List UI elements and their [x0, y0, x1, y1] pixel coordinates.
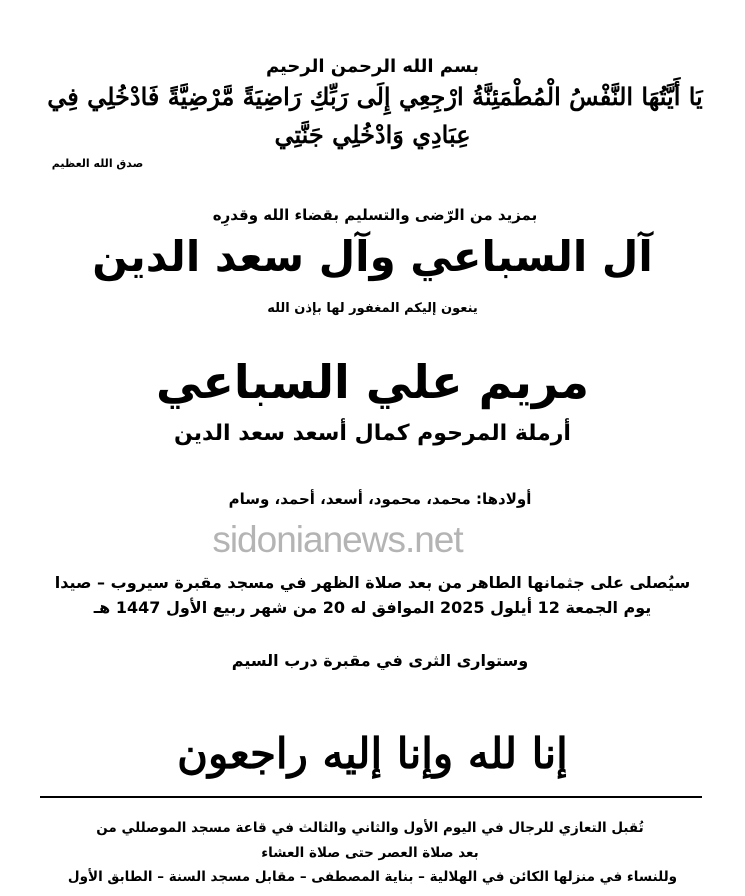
children-list: أولادها: محمد، محمود، أسعد، أحمد، وسام [228, 490, 532, 508]
mourning-text: ينعون إليكم المغفور لها بإذن الله [267, 301, 478, 316]
divider [40, 796, 702, 798]
quran-verse-line-2: عِبَادِي وَادْخُلِي جَنَّتِي [274, 120, 471, 149]
watermark: sidonianews.net [212, 519, 463, 560]
deceased-name: مريم علي السباعي [155, 355, 590, 409]
condolences-line-1: تُقبل التعازي للرجال في اليوم الأول والثاني والثالث في قاعة مسجد الموصللي من [96, 820, 644, 836]
funeral-prayer-line-1: سيُصلى على جثمانها الطاهر من بعد صلاة الظهر في مسجد مقبرة سيروب – صيدا [54, 573, 691, 592]
inna-lillah-calligraphy: إنا لله وإنا إليه راجعون [177, 729, 568, 778]
quran-verse-line-1: يَا أَيَّتُهَا النَّفْسُ الْمُطْمَئِنَّةُ ارْجِعِي إِلَى رَبِّكِ رَاضِيَةً مَّرْضِيَّةً فَادْخُلِي فِي [47, 82, 703, 111]
deceased-relation: أرملة المرحوم كمال أسعد سعد الدين [174, 421, 571, 446]
basmala: بسم الله الرحمن الرحيم [265, 56, 480, 77]
condolences-line-2: بعد صلاة العصر حتى صلاة العشاء [261, 845, 479, 861]
funeral-prayer-line-2: يوم الجمعة 12 أيلول 2025 الموافق له 20 من شهر ربيع الأول 1447 هـ [93, 598, 652, 617]
burial-text: وستوارى الثرى في مقبرة درب السيم [231, 651, 529, 670]
intro-text: بمزيد من الرّضى والتسليم بقضاء الله وقدرِه [212, 206, 538, 224]
families-title: آل السباعي وآل سعد الدين [92, 232, 653, 281]
condolences-line-3: وللنساء في منزلها الكائن في الهلالية – بناية المصطفى – مقابل مسجد السنة – الطابق الأول [67, 869, 678, 885]
sadaq-allah-label: صدق الله العظيم [51, 157, 144, 170]
